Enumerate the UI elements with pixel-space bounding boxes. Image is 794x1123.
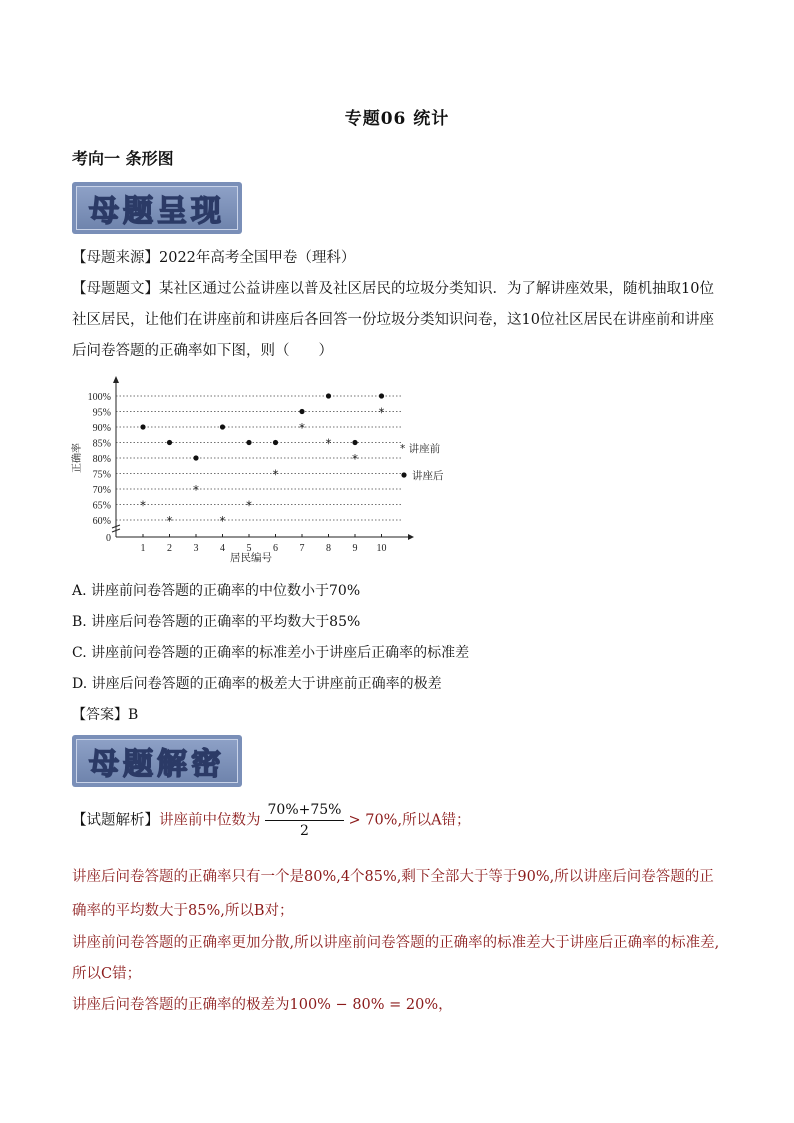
legend-before: * 讲座前: [400, 443, 441, 455]
question-paragraph: [72, 274, 724, 367]
answer-line: [72, 704, 138, 724]
x-tick-label: 3: [193, 543, 199, 554]
y-tick-label: 60%: [92, 516, 111, 527]
x-tick-label: 9: [352, 543, 358, 554]
question-text: 某社区通过公益讲座以普及社区居民的垃圾分类知识．为了解讲座效果，随机抽取10位社区居民，让他们在讲座前和讲座后各回答一份垃圾分类知识问卷，这10位社区居民在讲座前和讲座后问卷答题的正确率如下图，则（ ）: [72, 281, 714, 359]
y-tick-label: 100%: [87, 392, 111, 403]
y-tick-label: 65%: [92, 500, 111, 512]
x-tick-label: 2: [167, 543, 172, 554]
point-before: *: [193, 483, 199, 497]
analysis-tag: 【试题解析】: [72, 812, 159, 829]
chart-svg: [70, 372, 470, 568]
option-c: C. 讲座前问卷答题的正确率的标准差小于讲座后正确率的标准差: [72, 645, 470, 661]
y-tick-label: 90%: [92, 423, 111, 434]
y-axis-arrow: [113, 376, 119, 383]
point-before: *: [219, 514, 226, 528]
legend-after: 讲座后: [412, 470, 444, 482]
x-tick-label: 1: [140, 543, 146, 554]
point-before: *: [140, 498, 146, 513]
point-after: [299, 409, 304, 414]
point-before: *: [352, 452, 358, 466]
x-tick-label: 10: [376, 543, 387, 554]
section-heading: 考向一 条形图: [72, 149, 174, 168]
y-tick-label: 80%: [92, 454, 111, 465]
banner-question-text: 母题呈现: [76, 186, 238, 230]
x-tick-label: 5: [246, 543, 252, 554]
point-before: *: [246, 498, 252, 513]
y-tick-label: 85%: [92, 438, 111, 450]
point-before: *: [299, 421, 305, 435]
source-line: [72, 243, 724, 274]
analysis-paragraph-4: 讲座后问卷答题的正确率的极差为100% − 80% = 20%，: [72, 997, 453, 1013]
point-after: [352, 440, 357, 445]
x-tick-label: 6: [273, 543, 278, 554]
y-tick-label: 0: [106, 533, 111, 544]
point-after: [326, 393, 331, 398]
y-tick-label: 95%: [92, 407, 111, 419]
analysis-paragraph-3: 讲座前问卷答题的正确率更加分散,所以讲座前问卷答题的正确率的标准差大于讲座后正确率的标准差,所以C错；: [72, 935, 720, 982]
option-b: B. 讲座后问卷答题的正确率的平均数大于85%: [72, 614, 361, 630]
y-tick-label: 70%: [92, 485, 111, 496]
analysis-paragraph-2: 讲座后问卷答题的正确率只有一个是80%,4个85%,剩下全部大于等于90%,所以讲座后问卷答题的正确率的平均数大于85%,所以B对；: [72, 869, 714, 919]
point-after: [167, 440, 172, 445]
option-a: A. 讲座前问卷答题的正确率的中位数小于70%: [72, 583, 361, 599]
point-after: [193, 455, 198, 460]
point-before: *: [325, 436, 332, 451]
analysis-line-1: [72, 800, 724, 841]
point-before: *: [378, 405, 385, 420]
point-before: *: [166, 514, 173, 528]
source-tag: 【母题来源】: [72, 250, 159, 266]
scatter-chart: [70, 372, 470, 568]
fraction-numerator: 70%+75%: [265, 800, 345, 821]
point-after: [246, 440, 251, 445]
analysis-tail: > 70%,所以A错；: [348, 812, 471, 829]
x-axis-arrow: [408, 534, 414, 540]
banner-analysis: [72, 735, 242, 787]
banner-analysis-text: 母题解密: [76, 739, 238, 783]
point-after: [379, 393, 384, 398]
point-after: [140, 424, 145, 429]
banner-question: [72, 182, 242, 234]
x-axis-label: 居民编号: [230, 552, 272, 564]
analysis-lead: 讲座前中位数为: [159, 812, 261, 829]
y-axis-label: 正确率: [72, 443, 83, 473]
x-tick-label: 4: [220, 543, 225, 554]
answer-tag: 【答案】: [72, 707, 128, 723]
fraction: [265, 800, 345, 841]
question-tag: 【母题题文】: [72, 281, 159, 297]
fraction-denominator: 2: [300, 823, 309, 839]
option-d: D. 讲座后问卷答题的正确率的极差大于讲座前正确率的极差: [72, 676, 442, 692]
answer-value: B: [128, 707, 139, 723]
source-text: 2022年高考全国甲卷（理科）: [159, 250, 356, 266]
point-after: [220, 424, 225, 429]
point-after: [273, 440, 278, 445]
x-tick-label: 8: [326, 543, 331, 554]
legend-after-marker: [401, 472, 406, 477]
page-title: 专题06 统计: [344, 109, 450, 129]
y-tick-label: 75%: [92, 469, 111, 481]
x-tick-label: 7: [299, 543, 305, 554]
point-before: *: [272, 467, 279, 482]
